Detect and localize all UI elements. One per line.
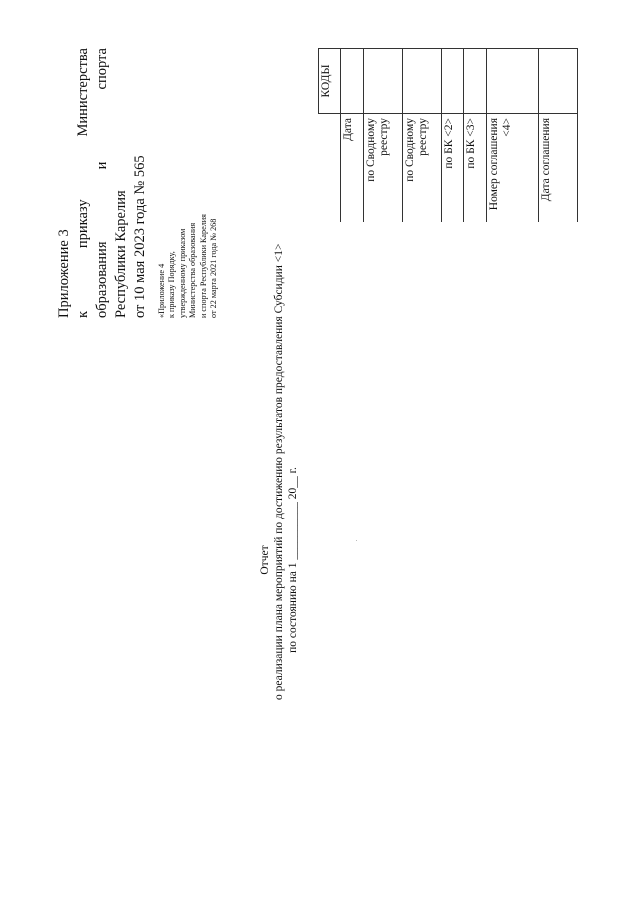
appendix-line-5: от 10 мая 2023 года № 565 [132,155,148,318]
report-date-line: по состоянию на 1 __________ 20__ г. [287,467,299,653]
note-line-1: «Приложение 4 [157,263,166,318]
appendix-line-2-right: Министерства [75,48,91,137]
codes-table [318,48,578,222]
table-row [442,49,464,223]
table-header-row [319,49,341,223]
appendix-title: Приложение 3 [56,229,72,318]
scan-speck [356,540,357,541]
row-label: Номер соглашения <4> [486,114,538,223]
table-row [486,49,538,223]
appendix-line-3-left: образования [94,241,110,318]
row-label: Дата соглашения [538,114,577,223]
appendix-line-3 [93,48,112,318]
row-value [363,49,402,114]
codes-header: КОДЫ [319,49,341,114]
row-label: по Сводному реестру [363,114,402,223]
row-value [341,49,363,114]
table-row [341,49,363,223]
appendix-line-3-mid: и [94,161,110,170]
appendix-line-2-left: к [75,310,91,318]
appendix-note [157,178,219,318]
appendix-line-2-mid: приказу [75,199,91,249]
row-label: по БК <2> [442,114,464,223]
row-value [464,49,486,114]
table-row [464,49,486,223]
row-value [402,49,441,114]
row-label: Дата [341,114,363,223]
note-line-5: и спорта Республики Карелия [198,214,208,318]
note-line-6: от 22 марта 2021 года № 268 [209,218,219,318]
row-value [486,49,538,114]
appendix-line-3-right: спорта [94,48,110,90]
appendix-line-2 [74,48,93,318]
row-value [538,49,577,114]
table-row [363,49,402,223]
report-title: Отчет [259,545,271,575]
appendix-line-4: Республики Карелия [113,190,129,318]
note-line-2: к приказу Порядку, [167,251,177,318]
appendix-header [55,48,150,318]
row-label: по Сводному реестру [402,114,441,223]
report-subtitle: о реализации плана мероприятий по достижению результатов предоставления Субсидии <1> [273,243,285,700]
note-line-4: Министерства образования [188,222,198,318]
report-heading [258,243,300,700]
table-row [402,49,441,223]
row-value [442,49,464,114]
row-label: по БК <3> [464,114,486,223]
note-line-3: утвержденному приказом [177,228,187,318]
table-row [538,49,577,223]
